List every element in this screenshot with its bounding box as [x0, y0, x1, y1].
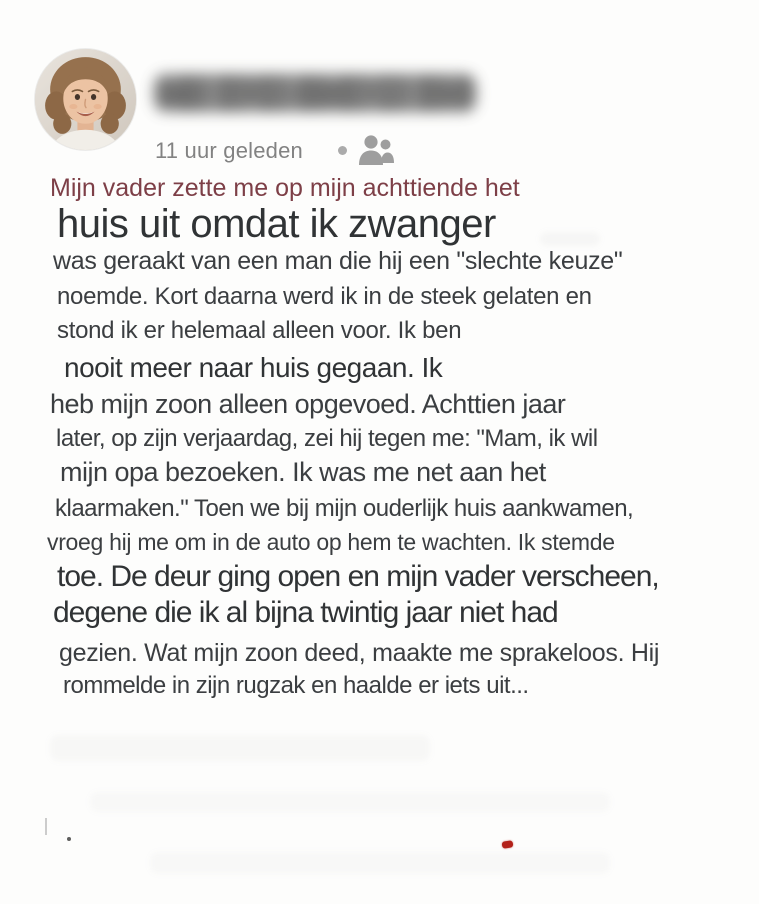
background-smudge: [540, 232, 600, 246]
stray-speck-artifact: [67, 837, 71, 841]
background-smudge: [150, 852, 610, 874]
post-text-line: Mijn vader zette me op mijn achttiende het: [50, 174, 520, 202]
post-text-line: noemde. Kort daarna werd ik in de steek gelaten en: [57, 283, 592, 310]
post-text-line: heb mijn zoon alleen opgevoed. Achttien jaar: [50, 389, 566, 419]
stray-mark-artifact: [45, 818, 47, 835]
post-text-line: vroeg hij me om in de auto op hem te wachten. Ik stemde: [47, 529, 615, 555]
post-text-line: degene die ik al bijna twintig jaar niet had: [53, 596, 558, 629]
post-text-line: klaarmaken." Toen we bij mijn ouderlijk huis aankwamen,: [55, 495, 634, 522]
username-blurred[interactable]: [154, 74, 476, 112]
post-timestamp[interactable]: 11 uur geleden: [155, 138, 303, 163]
post-text-line: stond ik er helemaal alleen voor. Ik ben: [57, 317, 462, 344]
post-text-line: gezien. Wat mijn zoon deed, maakte me sprakeloos. Hij: [59, 639, 660, 667]
post-text-line: rommelde in zijn rugzak en haalde er iets uit...: [63, 672, 529, 699]
background-smudge: [50, 735, 430, 761]
background-smudge: [90, 792, 610, 812]
post-text-line: was geraakt van een man die hij een "slechte keuze": [53, 247, 623, 275]
separator-dot: [338, 146, 347, 155]
post-text-line: nooit meer naar huis gegaan. Ik: [64, 352, 443, 383]
avatar[interactable]: [35, 49, 136, 150]
post-text-line: huis uit omdat ik zwanger: [57, 202, 496, 246]
red-mark-artifact: [502, 840, 514, 848]
post-text-line: later, op zijn verjaardag, zei hij tegen me: "Mam, ik wil: [56, 425, 598, 452]
friends-icon: [357, 134, 395, 167]
post-text-line: toe. De deur ging open en mijn vader verscheen,: [57, 560, 659, 593]
post-text-line: mijn opa bezoeken. Ik was me net aan het: [60, 457, 546, 487]
avatar-illustration: [35, 49, 136, 150]
